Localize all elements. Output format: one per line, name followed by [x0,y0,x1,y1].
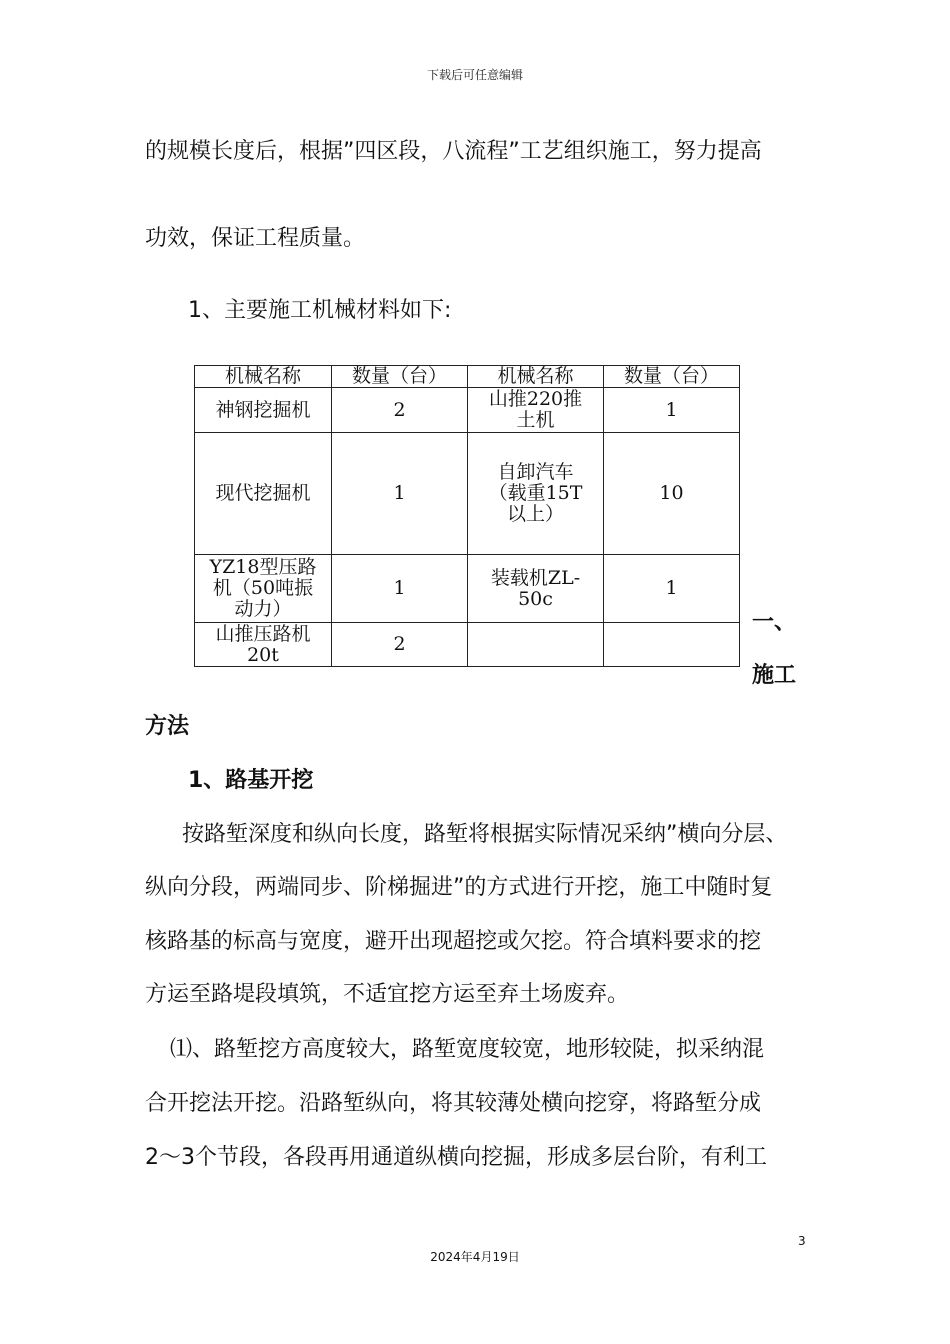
table-cell [604,623,740,667]
machinery-table [194,365,740,667]
section-heading-part: 施工 [752,663,797,688]
table-row [195,555,740,623]
page-number: 3 [798,1234,806,1248]
table-header-cell: 数量（台） [332,366,468,388]
table-cell: 神钢挖掘机 [195,388,332,433]
table-cell: 10 [604,433,740,555]
table-cell: 1 [604,555,740,623]
paragraph-line: ⑴、路堑挖方高度较大，路堑宽度较宽，地形较陡，拟采纳混 [170,1037,765,1062]
table-cell: 自卸汽车 （载重15T 以上） [468,433,604,555]
table-cell: 山推压路机 20t [195,623,332,667]
table-cell: YZ18型压路 机（50吨振 动力） [195,555,332,623]
table-cell: 装载机ZL- 50c [468,555,604,623]
paragraph-line: 功效，保证工程质量。 [145,226,366,251]
page-header: 下载后可任意编辑 [426,68,523,82]
table-row [195,623,740,667]
table-cell: 1 [332,433,468,555]
table-cell: 山推220推 土机 [468,388,604,433]
table-header-cell: 机械名称 [195,366,332,388]
paragraph-line: 核路基的标高与宽度，避开出现超挖或欠挖。符合填料要求的挖 [145,929,762,954]
table-row [195,433,740,555]
table-row [195,388,740,433]
table-cell: 现代挖掘机 [195,433,332,555]
table-header-cell: 数量（台） [604,366,740,388]
paragraph-line: 2～3个节段，各段再用通道纵横向挖掘，形成多层台阶，有利工 [145,1145,767,1170]
paragraph-line: 合开挖法开挖。沿路堑纵向，将其较薄处横向挖穿，将路堑分成 [145,1091,762,1116]
paragraph-line: 纵向分段，两端同步、阶梯掘进”的方式进行开挖，施工中随时复 [145,875,773,900]
paragraph-line: 按路堑深度和纵向长度，路堑将根据实际情况采纳”横向分层、 [182,822,788,847]
page-footer-date: 2024年4月19日 [430,1250,520,1264]
table-cell [468,623,604,667]
paragraph-line: 方运至路堤段填筑，不适宜挖方运至弃土场废弃。 [145,982,630,1007]
paragraph-line: 的规模长度后，根据”四区段，八流程”工艺组织施工，努力提高 [145,139,762,164]
section-heading-number: 一、 [752,610,797,635]
table-cell: 1 [604,388,740,433]
list-intro: 1、主要施工机械材料如下: [188,298,452,323]
section-heading-part: 方法 [145,714,190,739]
table-cell: 1 [332,555,468,623]
subsection-heading: 1、路基开挖 [188,768,314,793]
table-cell: 2 [332,388,468,433]
table-header-cell: 机械名称 [468,366,604,388]
table-cell: 2 [332,623,468,667]
